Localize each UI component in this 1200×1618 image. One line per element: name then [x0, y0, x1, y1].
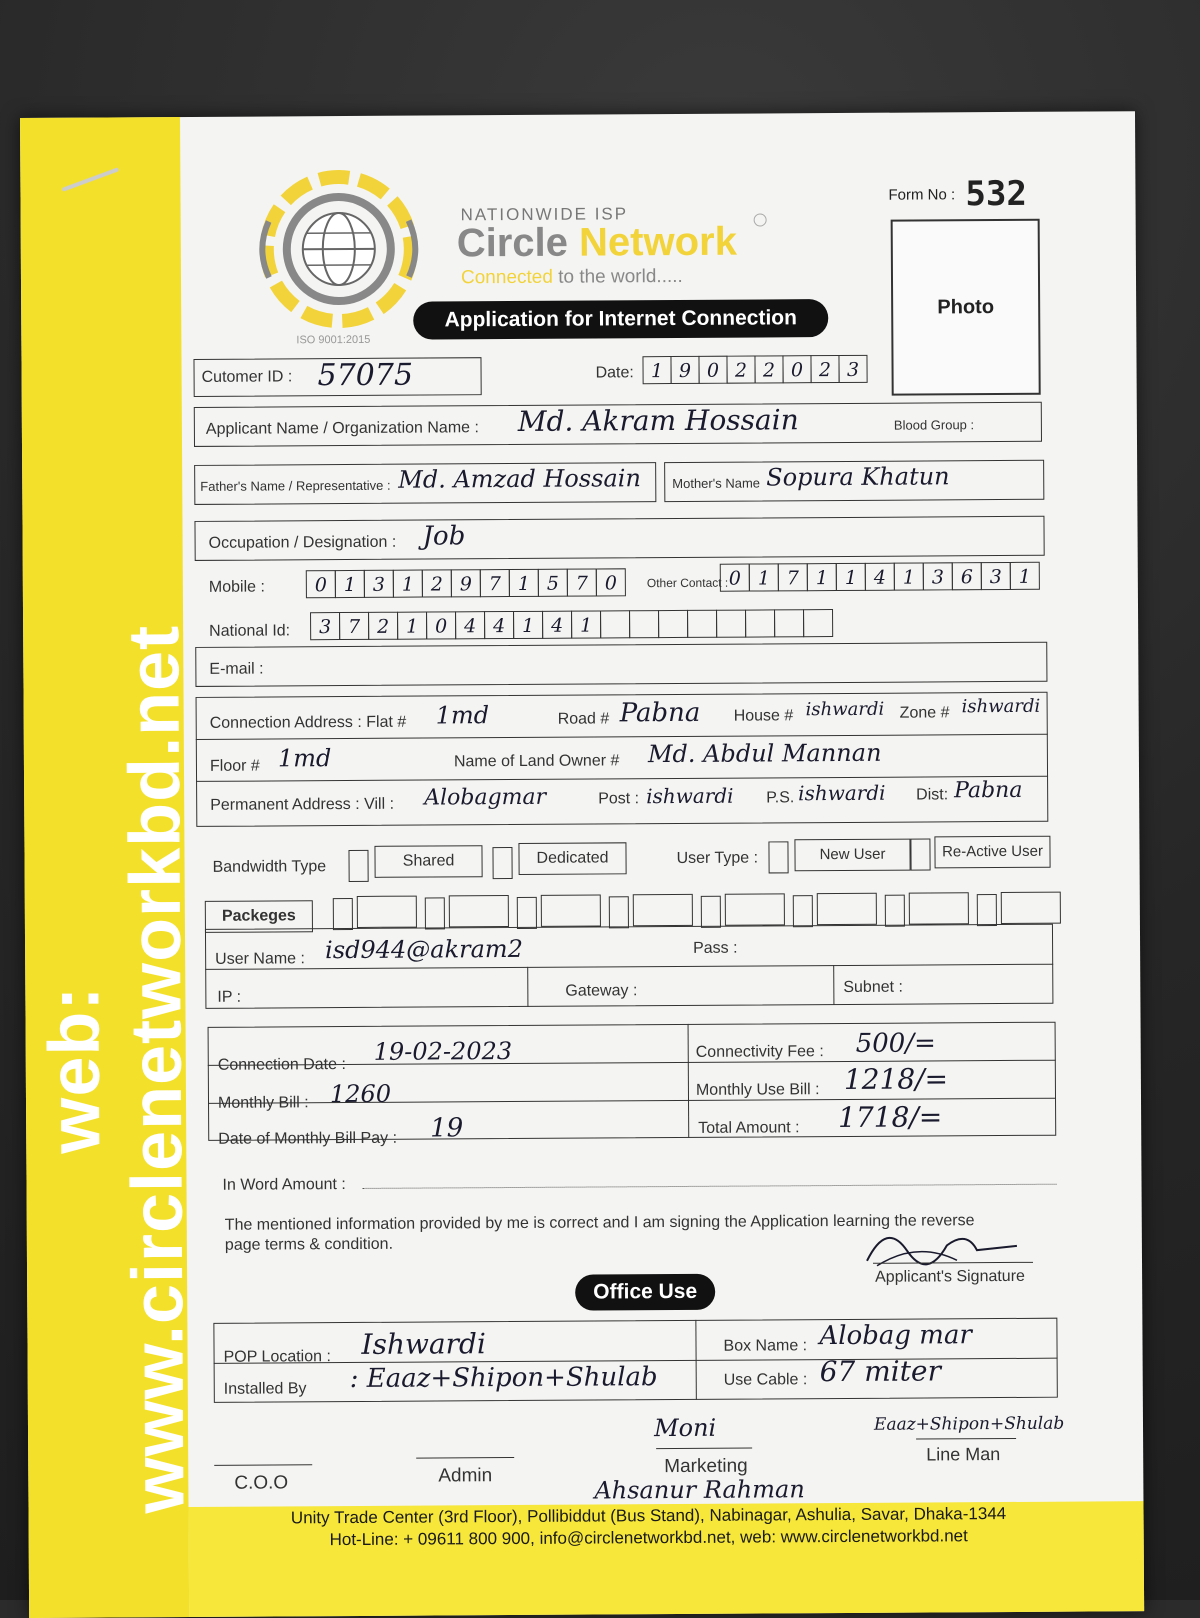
applicant-value: Md. Akram Hossain — [518, 403, 799, 438]
in-word-amount-label: In Word Amount : — [222, 1176, 345, 1195]
package-option-box — [449, 895, 509, 927]
digit-cell: 3 — [310, 612, 340, 640]
connection-date-label: Connection Date : — [218, 1056, 346, 1075]
digit-cell — [774, 609, 804, 637]
lineman-label: Line Man — [926, 1444, 1000, 1465]
digit-cell: 6 — [952, 562, 982, 590]
total-amount-value: 1718/= — [838, 1100, 942, 1134]
package-checkbox[interactable] — [977, 894, 997, 926]
marketing-sign-line — [656, 1448, 752, 1450]
mobile-label: Mobile : — [209, 579, 265, 597]
shared-option: Shared — [374, 845, 482, 878]
permanent-address-label: Permanent Address : Vill : — [210, 796, 394, 815]
lineman-sign-line — [916, 1438, 1016, 1440]
digit-cell: 1 — [894, 562, 924, 590]
house-label: House # — [734, 707, 794, 725]
digit-cell: 0 — [698, 356, 727, 384]
father-value: Md. Amzad Hossain — [398, 464, 641, 493]
digit-cell: 1 — [642, 356, 671, 384]
digit-cell: 9 — [451, 569, 481, 597]
digit-cell — [687, 610, 717, 638]
coo-sign-line — [214, 1464, 312, 1466]
iso-text: ISO 9001:2015 — [296, 334, 370, 346]
footer-contact: Hot-Line: + 09611 800 900, info@circlenetworkbd.net, web: www.circlenetworkbd.net — [229, 1526, 1069, 1551]
application-form — [20, 111, 1144, 1618]
digit-cell: 1 — [749, 563, 779, 591]
brand-name: Circle Network — [457, 220, 737, 267]
floor-label: Floor # — [210, 758, 260, 776]
new-user-checkbox[interactable] — [768, 841, 788, 873]
package-checkbox[interactable] — [885, 895, 905, 927]
land-owner-value: Md. Abdul Mannan — [648, 739, 882, 768]
district-value: Pabna — [954, 778, 1022, 803]
digit-cell — [803, 609, 833, 637]
connection-address-label: Connection Address : Flat # — [210, 714, 407, 733]
package-checkbox[interactable] — [609, 896, 629, 928]
sidebar-url: web: www.circlenetworkbd.net — [31, 569, 201, 1570]
packages-label: Packeges — [205, 900, 313, 933]
mother-label: Mother's Name — [672, 475, 760, 491]
package-checkbox[interactable] — [333, 898, 353, 930]
office-use-title: Office Use — [575, 1274, 715, 1311]
circle-network-logo-icon — [250, 161, 426, 337]
digit-cell: 1 — [397, 612, 427, 640]
zone-value: ishwardi — [962, 696, 1041, 717]
digit-cell: 4 — [455, 611, 485, 639]
floor-value: 1md — [278, 744, 332, 772]
slogan: Connected to the world..... — [461, 266, 683, 289]
digit-cell: 4 — [865, 563, 895, 591]
trademark-mark — [754, 213, 767, 226]
lineman-signature: Eaaz+Shipon+Shulab — [874, 1414, 1064, 1435]
digit-cell — [600, 610, 630, 638]
digit-cell: 2 — [422, 569, 452, 597]
digit-cell: 2 — [726, 356, 755, 384]
email-label: E-mail : — [209, 661, 263, 679]
digit-cell: 3 — [838, 355, 867, 383]
connectivity-fee-value: 500/= — [856, 1028, 936, 1058]
mother-value: Sopura Khatun — [766, 462, 950, 491]
connection-date-value: 19-02-2023 — [374, 1037, 513, 1066]
tagline-top: NATIONWIDE ISP — [461, 204, 629, 225]
post-value: ishwardi — [646, 784, 733, 809]
admin-sign-line — [416, 1457, 514, 1459]
package-option-box — [817, 893, 877, 925]
applicant-label: Applicant Name / Organization Name : — [206, 419, 479, 439]
reactive-user-checkbox[interactable] — [910, 838, 930, 870]
digit-cell: 1 — [571, 610, 601, 638]
marketing-label: Marketing — [664, 1456, 748, 1479]
digit-cell: 2 — [754, 355, 783, 383]
dedicated-checkbox[interactable] — [492, 847, 512, 879]
digit-cell: 0 — [720, 564, 750, 592]
marketing-signature: Moni — [654, 1414, 716, 1442]
digit-cell — [658, 610, 688, 638]
digit-cell — [629, 610, 659, 638]
reactive-user-option: Re-Active User — [934, 836, 1050, 869]
ip-label: IP : — [217, 989, 241, 1007]
occupation-label: Occupation / Designation : — [209, 534, 397, 553]
digit-cell: 5 — [538, 569, 568, 597]
package-checkbox[interactable] — [793, 895, 813, 927]
digit-cell: 3 — [981, 562, 1011, 590]
digit-cell: 0 — [596, 568, 626, 596]
flat-value: 1md — [436, 701, 490, 729]
additional-signature: Ahsanur Rahman — [594, 1475, 805, 1504]
nid-cells — [311, 609, 833, 640]
digit-cell — [716, 610, 746, 638]
package-checkbox[interactable] — [425, 897, 445, 929]
digit-cell: 7 — [480, 569, 510, 597]
digit-cell: 1 — [393, 570, 423, 598]
coo-label: C.O.O — [234, 1472, 288, 1494]
package-option-box — [541, 894, 601, 926]
digit-cell: 1 — [509, 569, 539, 597]
username-value: isd944@akram2 — [325, 935, 523, 964]
digit-cell: 1 — [1010, 562, 1040, 590]
ps-value: ishwardi — [798, 781, 885, 806]
package-option-box — [357, 896, 417, 928]
blood-group-label: Blood Group : — [894, 417, 974, 432]
connectivity-fee-label: Connectivity Fee : — [696, 1043, 824, 1062]
admin-label: Admin — [438, 1465, 492, 1487]
zone-label: Zone # — [900, 704, 950, 722]
other-contact-cells — [721, 562, 1040, 592]
digit-cell: 7 — [567, 568, 597, 596]
package-checkbox[interactable] — [701, 896, 721, 928]
district-label: Dist: — [916, 786, 948, 804]
bandwidth-type-label: Bandwidth Type — [213, 858, 327, 877]
digit-cell: 0 — [782, 355, 811, 383]
digit-cell: 3 — [364, 570, 394, 598]
digit-cell: 9 — [670, 356, 699, 384]
use-cable-label: Use Cable : — [724, 1371, 808, 1390]
package-option-box — [633, 894, 693, 926]
other-contact-label: Other Contact : — [647, 576, 728, 590]
road-label: Road # — [558, 710, 610, 728]
in-word-amount-line — [363, 1184, 1057, 1189]
declaration-line1: The mentioned information provided by me is correct and I am signing the Application learning the reverse — [225, 1212, 975, 1235]
date-label: Date: — [596, 364, 634, 382]
ps-label: P.S. — [766, 789, 794, 807]
customer-id-value: 57075 — [317, 358, 413, 394]
box-name-value: Alobag mar — [819, 1320, 972, 1351]
user-type-label: User Type : — [676, 850, 758, 868]
digit-cell: 4 — [542, 611, 572, 639]
digit-cell: 7 — [339, 612, 369, 640]
form-title: Application for Internet Connection — [413, 299, 828, 340]
digit-cell: 7 — [778, 563, 808, 591]
footer-address: Unity Trade Center (3rd Floor), Pollibiddut (Bus Stand), Nabinagar, Ashulia, Savar, Dhaka-1344 — [228, 1504, 1068, 1529]
village-value: Alobagmar — [424, 785, 546, 811]
use-cable-value: 67 miter — [820, 1354, 941, 1388]
digit-cell: 0 — [426, 611, 456, 639]
photo-box: Photo — [891, 219, 1041, 396]
digit-cell: 2 — [368, 612, 398, 640]
package-option-box — [909, 892, 969, 924]
digit-cell: 1 — [836, 563, 866, 591]
monthly-use-bill-value: 1218/= — [844, 1062, 948, 1096]
form-no: 532 — [965, 174, 1027, 214]
road-value: Pabna — [620, 698, 701, 728]
post-label: Post : — [598, 790, 639, 808]
monthly-bill-label: Monthly Bill : — [218, 1094, 309, 1113]
customer-id-label: Cutomer ID : — [202, 368, 293, 387]
land-owner-label: Name of Land Owner # — [454, 752, 620, 771]
dedicated-option: Dedicated — [518, 842, 626, 875]
declaration-line2: page terms & condition. — [225, 1236, 393, 1255]
digit-cell — [745, 609, 775, 637]
email-box — [195, 642, 1047, 687]
digit-cell: 0 — [306, 570, 336, 598]
subnet-label: Subnet : — [843, 979, 903, 997]
username-label: User Name : — [215, 950, 305, 969]
digit-cell: 2 — [810, 355, 839, 383]
shared-checkbox[interactable] — [348, 850, 368, 882]
pass-label: Pass : — [693, 940, 738, 958]
bill-pay-date-label: Date of Monthly Bill Pay : — [218, 1130, 397, 1149]
total-amount-label: Total Amount : — [698, 1119, 799, 1138]
nid-label: National Id: — [209, 622, 290, 640]
applicant-signature-label: Applicant's Signature — [875, 1268, 1025, 1287]
package-option-box — [725, 893, 785, 925]
mobile-cells — [307, 568, 626, 598]
pop-location-value: Ishwardi — [361, 1327, 486, 1361]
installed-by-label: Installed By — [224, 1380, 307, 1399]
installed-by-value: : Eaaz+Shipon+Shulab — [350, 1362, 658, 1394]
monthly-use-bill-label: Monthly Use Bill : — [696, 1081, 820, 1100]
digit-cell: 1 — [513, 611, 543, 639]
digit-cell: 1 — [335, 570, 365, 598]
occupation-value: Job — [422, 521, 465, 551]
digit-cell: 4 — [484, 611, 514, 639]
digit-cell: 3 — [923, 562, 953, 590]
new-user-option: New User — [794, 839, 910, 872]
package-checkbox[interactable] — [517, 897, 537, 929]
box-name-label: Box Name : — [723, 1337, 807, 1356]
monthly-bill-value: 1260 — [330, 1080, 391, 1108]
digit-cell: 1 — [807, 563, 837, 591]
house-value: ishwardi — [806, 699, 885, 720]
bill-pay-date-value: 19 — [430, 1113, 463, 1143]
father-label: Father's Name / Representative : — [200, 478, 390, 494]
form-no-label: Form No : — [888, 186, 955, 203]
pop-location-label: POP Location : — [224, 1348, 331, 1367]
package-option-box — [1001, 892, 1061, 924]
gateway-label: Gateway : — [565, 982, 637, 1000]
date-cells — [643, 355, 867, 384]
